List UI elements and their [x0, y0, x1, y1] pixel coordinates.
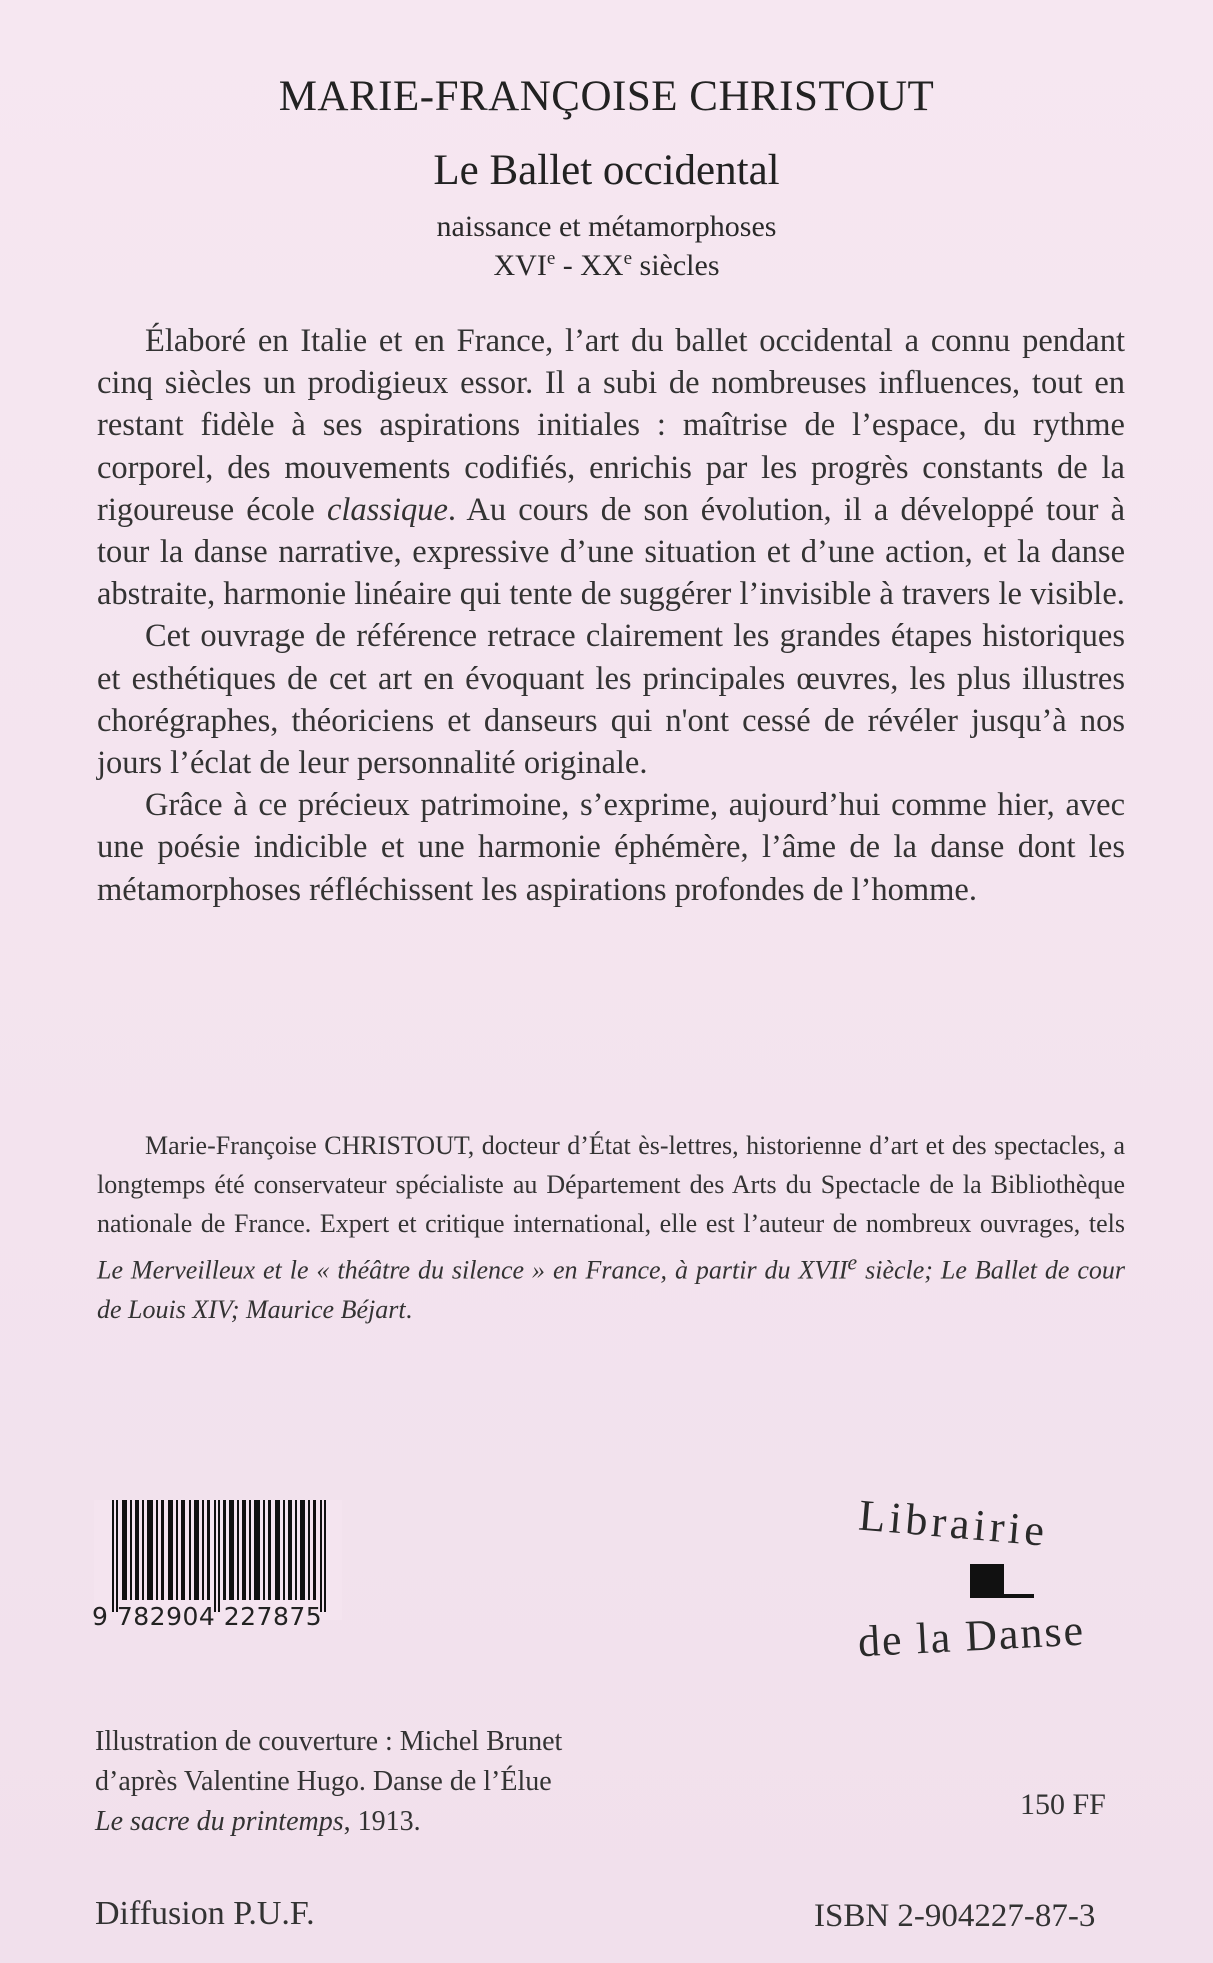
isbn: ISBN 2-904227-87-3	[814, 1898, 1096, 1934]
credit-line-1: Illustration de couverture : Michel Brunet	[95, 1726, 563, 1757]
century-separator: -	[555, 249, 581, 282]
publisher-logo	[850, 1490, 1130, 1690]
cover-illustration-credit	[95, 1722, 695, 1842]
blurb-paragraph-1: Élaboré en Italie et en France, l’art du ballet occidental a connu pendant cinq siècles un prodigieux essor. Il a subi de nombreuses influences, tout en restant fidèle à ses aspirations initiales : maîtrise de l’espace, du rythme corporel, des mouvements codifiés, enrichis par les progrès constants de la rigoureuse école classique. Au cours de son évolution, il a développé tour à tour la danse narrative, expressive d’une situation et d’une action, et la danse abstraite, harmonie linéaire qui tente de suggérer l’invisible à travers le visible.	[97, 323, 1125, 613]
centuries-range	[0, 248, 1213, 283]
credit-line-3: Le sacre du printemps, 1913.	[95, 1806, 421, 1837]
book-title: Le Ballet occidental	[433, 147, 780, 194]
barcode-digits: 9 782904 227875	[92, 1602, 323, 1631]
blurb-paragraph-2: Cet ouvrage de référence retrace clairement les grandes étapes historiques et esthétiques de cet art en évoquant les principales œuvres, les plus illustres chorégraphes, théoriciens et danseurs qui n'ont cessé de révéler jusqu’à nos jours l’éclat de leur personnalité originale.	[97, 618, 1125, 782]
blurb-paragraph-3: Grâce à ce précieux patrimoine, s’exprime, aujourd’hui comme hier, avec une poésie indicible et une harmonie éphémère, l’âme de la danse dont les métamorphoses réfléchissent les aspirations profondes de l’homme.	[97, 787, 1125, 908]
logo-line-1: Librairie	[856, 1490, 1051, 1556]
author-bio: Marie-Françoise CHRISTOUT, docteur d’État ès-lettres, historienne d’art et des spectacles, a longtemps été conservateur spécialiste au Département des Arts du Spectacle de la Bibliothèque nationale de France. Expert et critique international, elle est l’auteur de nombreux ouvrages, tels Le Merveilleux et le « théâtre du silence » en France, à partir du XVIIe siècle; Le Ballet de cour de Louis XIV; Maurice Béjart.	[97, 1131, 1125, 1324]
century-end-sup: e	[623, 248, 633, 269]
blurb	[97, 320, 1125, 911]
century-suffix: siècles	[632, 249, 720, 282]
logo-line-2: de la Danse	[856, 1605, 1087, 1667]
price: 150 FF	[1020, 1788, 1106, 1821]
century-end: XX	[580, 249, 624, 282]
century-start-sup: e	[546, 248, 556, 269]
logo-square-icon	[970, 1564, 1004, 1598]
credit-line-2: d’après Valentine Hugo. Danse de l’Élue	[95, 1766, 552, 1797]
book-subtitle: naissance et métamorphoses	[436, 210, 777, 243]
distributor: Diffusion P.U.F.	[95, 1895, 315, 1932]
author-name: MARIE-FRANÇOISE CHRISTOUT	[278, 73, 935, 120]
century-start: XVI	[493, 249, 547, 282]
logo-underline	[1004, 1594, 1034, 1598]
